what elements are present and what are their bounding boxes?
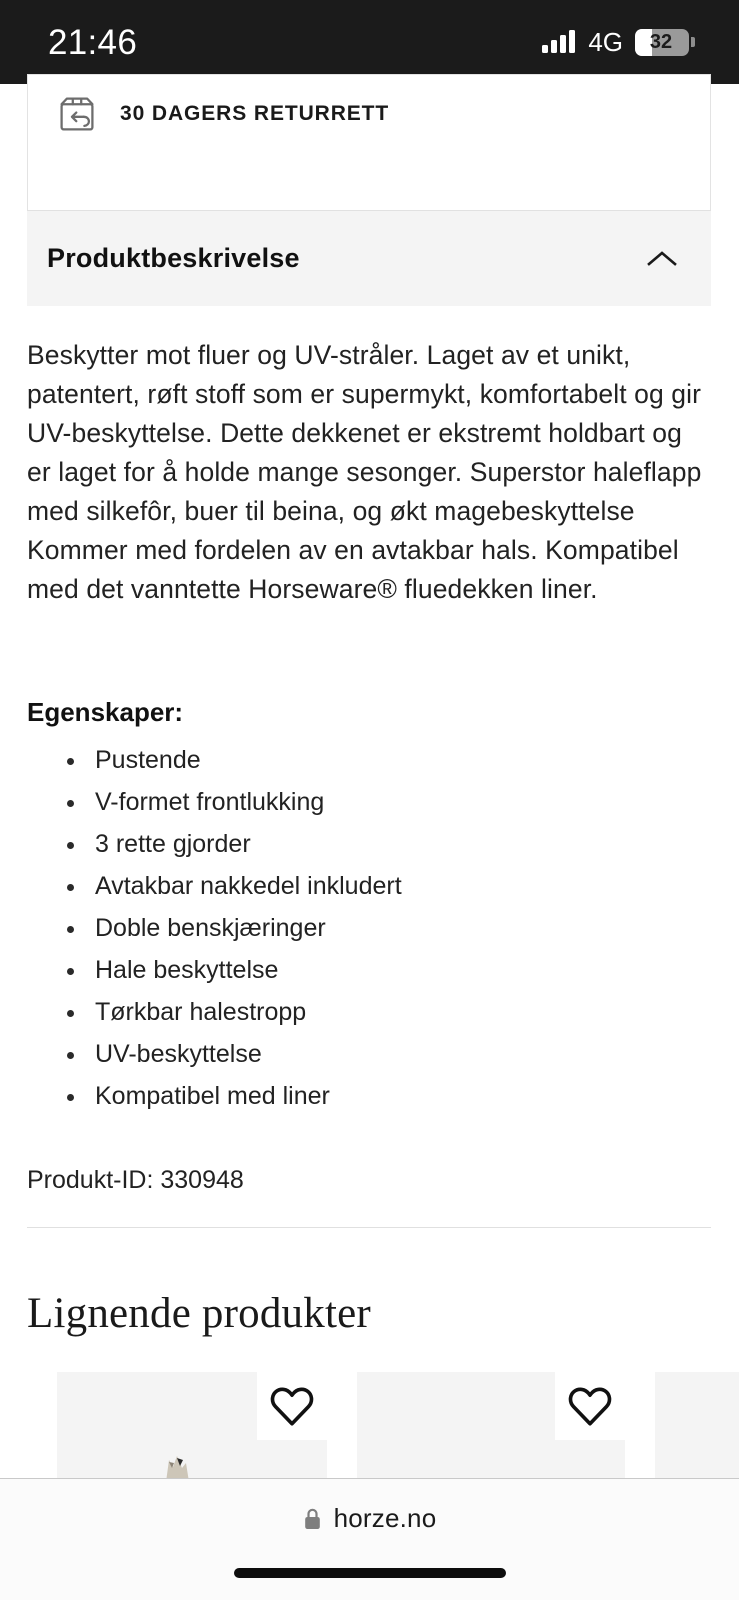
url-label[interactable]: horze.no [333, 1503, 437, 1533]
similar-products-heading: Lignende produkter [27, 1290, 371, 1337]
chevron-up-icon[interactable] [641, 246, 683, 272]
product-description-text: Beskytter mot fluer og UV-stråler. Laget av et unikt, patentert, røft stoff som er supermykt, komfortabelt og gir UV-beskyttelse. Dette dekkenet er ekstremt holdbart og er laget for å holde mange sesonger. Superstor haleflapp med silkefôr, buer til beina, og økt magebeskyttelse Kommer med fordelen av en avtakbar hals. Kompatibel med det vanntette Horseware® fluedekken liner. [27, 340, 702, 604]
webpage-content [0, 84, 739, 1478]
list-item: Pustende [55, 739, 695, 781]
features-list [55, 739, 695, 1117]
list-item: Kompatibel med liner [55, 1075, 695, 1117]
safari-bottom-bar [0, 1478, 739, 1600]
list-item: Avtakbar nakkedel inkludert [55, 865, 695, 907]
heart-icon[interactable] [269, 1385, 315, 1427]
list-item: UV-beskyttelse [55, 1033, 695, 1075]
home-indicator[interactable] [234, 1568, 506, 1578]
list-item: 3 rette gjorder [55, 823, 695, 865]
network-type-label: 4G [588, 27, 623, 57]
list-item: Tørkbar halestropp [55, 991, 695, 1033]
wishlist-button[interactable] [555, 1372, 625, 1440]
similar-products-carousel[interactable] [0, 1372, 739, 1482]
accordion-title: Produktbeskrivelse [47, 243, 300, 273]
product-card[interactable] [357, 1372, 625, 1482]
accordion-produktbeskrivelse[interactable] [27, 210, 711, 306]
usp-item-returns [28, 75, 389, 135]
heart-icon[interactable] [567, 1385, 613, 1427]
product-card[interactable] [57, 1372, 327, 1482]
return-box-icon [56, 93, 98, 135]
usp-label: 30 DAGERS RETURRETT [120, 102, 390, 125]
ios-status-bar [0, 0, 739, 84]
signal-bars-icon [542, 31, 575, 53]
list-item: Hale beskyttelse [55, 949, 695, 991]
list-item: Doble benskjæringer [55, 907, 695, 949]
lock-icon [303, 1507, 322, 1531]
status-bar-indicators [542, 29, 695, 56]
section-divider [27, 1227, 711, 1228]
battery-percent-label: 32 [649, 31, 673, 53]
wishlist-button[interactable] [257, 1372, 327, 1440]
list-item: V-formet frontlukking [55, 781, 695, 823]
product-id-label: Produkt-ID: 330948 [27, 1166, 244, 1194]
address-bar[interactable] [303, 1503, 437, 1534]
product-card[interactable] [655, 1372, 739, 1482]
battery-icon [635, 29, 695, 56]
status-bar-clock: 21:46 [48, 22, 138, 62]
features-heading: Egenskaper: [27, 697, 184, 727]
